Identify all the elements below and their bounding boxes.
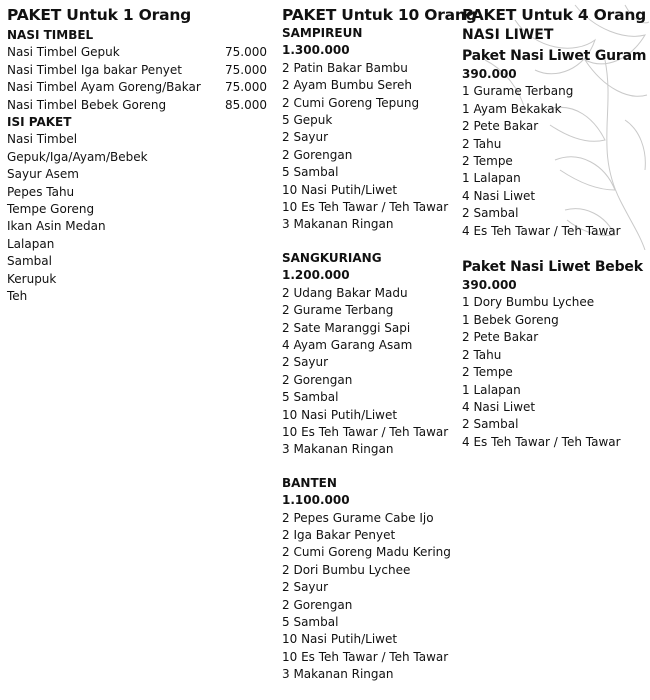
timbel-price-list [7, 44, 267, 114]
menu-item-name: Nasi Timbel Bebek Goreng [7, 97, 167, 112]
list-item: 2 Patin Bakar Bambu [282, 60, 408, 75]
menu-item-price: 75.000 [225, 80, 267, 95]
list-item [7, 44, 267, 61]
list-item: 2 Sayur [282, 580, 329, 595]
list-item: 2 Gorengan [282, 372, 353, 387]
list-item: 2 Gorengan [282, 147, 353, 162]
list-item: Sayur Asem [7, 167, 79, 182]
package-item-list [462, 83, 650, 240]
list-item: 2 Gorengan [282, 597, 353, 612]
list-item [7, 62, 267, 79]
column-1-orang [7, 5, 267, 306]
column-10-orang [282, 5, 477, 684]
list-item: 2 Pete Bakar [462, 330, 539, 345]
menu-item-name: Nasi Timbel Ayam Goreng/Bakar [7, 80, 201, 95]
list-item: 1 Ayam Bekakak [462, 101, 562, 116]
list-item: 1 Lalapan [462, 171, 521, 186]
package-item-list [462, 294, 650, 451]
package-price: 390.000 [462, 67, 517, 81]
list-item: 4 Es Teh Tawar / Teh Tawar [462, 223, 621, 238]
list-item: 2 Tempe [462, 154, 513, 169]
list-item: 10 Nasi Putih/Liwet [282, 407, 398, 422]
heading-4-orang: PAKET Untuk 4 Orang [462, 6, 647, 24]
package-banten [282, 475, 460, 684]
list-item: 2 Iga Bakar Penyet [282, 527, 396, 542]
list-item: 4 Es Teh Tawar / Teh Tawar [462, 434, 621, 449]
list-item: 5 Sambal [282, 165, 339, 180]
list-item: 2 Sambal [462, 417, 519, 432]
package-name: SAMPIREUN [282, 26, 363, 40]
list-item: 1 Dory Bumbu Lychee [462, 295, 595, 310]
section-nasi-timbel: NASI TIMBEL [7, 28, 94, 42]
list-item: 5 Sambal [282, 390, 339, 405]
list-item: 2 Dori Bumbu Lychee [282, 562, 411, 577]
package-sangkuriang [282, 250, 460, 459]
list-item: 4 Ayam Garang Asam [282, 337, 413, 352]
list-item: Nasi Timbel [7, 132, 78, 147]
list-item: 2 Cumi Goreng Tepung [282, 95, 420, 110]
subheading-nasi-liwet: NASI LIWET [462, 27, 554, 43]
menu-item-price: 85.000 [225, 97, 267, 112]
list-item: 3 Makanan Ringan [282, 667, 394, 682]
list-item: 1 Gurame Terbang [462, 84, 574, 99]
list-item: 10 Es Teh Tawar / Teh Tawar [282, 200, 449, 215]
package-price: 1.300.000 [282, 43, 350, 58]
list-item: 4 Nasi Liwet [462, 399, 536, 414]
list-item: Pepes Tahu [7, 184, 75, 199]
package-name: Paket Nasi Liwet Guram [462, 48, 647, 64]
list-item: 1 Lalapan [462, 382, 521, 397]
list-item: 2 Pete Bakar [462, 119, 539, 134]
list-item [7, 97, 267, 114]
list-item: 2 Sambal [462, 206, 519, 221]
list-item: 10 Nasi Putih/Liwet [282, 182, 398, 197]
list-item: 2 Cumi Goreng Madu Kering [282, 545, 451, 560]
list-item: 3 Makanan Ringan [282, 217, 394, 232]
list-item: 5 Gepuk [282, 113, 333, 128]
package-name: BANTEN [282, 475, 337, 490]
list-item: 2 Sayur [282, 130, 329, 145]
list-item: 2 Tahu [462, 136, 502, 151]
package-liwet-0 [462, 46, 650, 240]
list-item: 1 Bebek Goreng [462, 312, 559, 327]
list-item: 2 Gurame Terbang [282, 303, 394, 318]
column-4-orang [462, 5, 650, 451]
heading-10-orang: PAKET Untuk 10 Orang [282, 6, 477, 24]
package-item-list [282, 60, 460, 234]
package-sampireun [282, 25, 460, 234]
list-item: 2 Sate Maranggi Sapi [282, 320, 411, 335]
list-item: Gepuk/Iga/Ayam/Bebek [7, 149, 148, 164]
package-price: 1.100.000 [282, 493, 350, 508]
list-item: 2 Tahu [462, 347, 502, 362]
list-item: 10 Es Teh Tawar / Teh Tawar [282, 649, 449, 664]
list-item: 2 Udang Bakar Madu [282, 285, 408, 300]
list-item [7, 79, 267, 96]
menu-item-name: Nasi Timbel Iga bakar Penyet [7, 62, 182, 77]
list-item: Kerupuk [7, 271, 57, 286]
heading-1-orang: PAKET Untuk 1 Orang [7, 6, 192, 24]
list-item: 2 Pepes Gurame Cabe Ijo [282, 510, 434, 525]
list-item: Sambal [7, 254, 52, 269]
menu-item-price: 75.000 [225, 62, 267, 77]
list-item: Tempe Goreng [7, 202, 95, 217]
package-item-list [282, 285, 460, 459]
package-price: 1.200.000 [282, 268, 350, 283]
menu-item-name: Nasi Timbel Gepuk [7, 45, 120, 60]
list-item: 10 Es Teh Tawar / Teh Tawar [282, 424, 449, 439]
list-item: 4 Nasi Liwet [462, 188, 536, 203]
list-item: Ikan Asin Medan [7, 219, 106, 234]
list-item: 10 Nasi Putih/Liwet [282, 632, 398, 647]
package-item-list [282, 510, 460, 684]
list-item: 2 Sayur [282, 355, 329, 370]
list-item: Teh [7, 289, 28, 304]
menu-item-price: 75.000 [225, 45, 267, 60]
package-price: 390.000 [462, 278, 517, 293]
list-item: 5 Sambal [282, 615, 339, 629]
list-item: 3 Makanan Ringan [282, 442, 394, 457]
list-item: 2 Ayam Bumbu Sereh [282, 78, 413, 93]
isi-paket-list [7, 131, 267, 305]
section-isi-paket: ISI PAKET [7, 115, 72, 130]
package-name: SANGKURIANG [282, 250, 382, 265]
list-item: Lalapan [7, 236, 55, 251]
package-name: Paket Nasi Liwet Bebek [462, 259, 643, 276]
package-liwet-1 [462, 257, 650, 451]
list-item: 2 Tempe [462, 365, 513, 380]
